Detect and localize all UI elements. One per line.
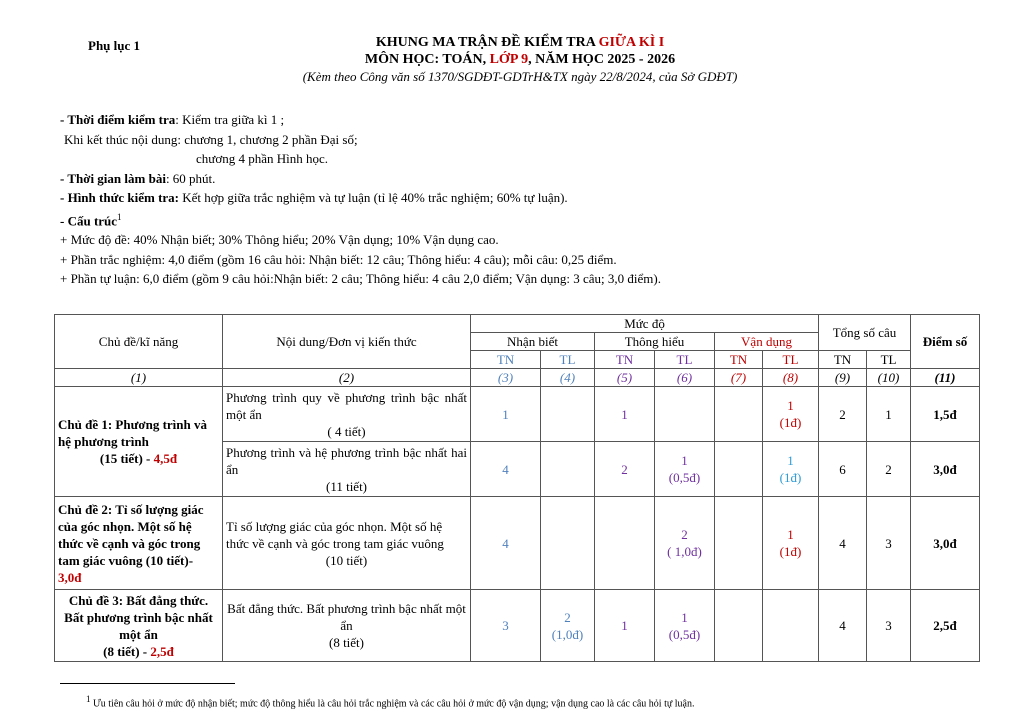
header-tn-apply: TN bbox=[715, 351, 763, 369]
index-3: (3) bbox=[471, 369, 541, 387]
header-tn-total: TN bbox=[819, 351, 867, 369]
index-10: (10) bbox=[867, 369, 911, 387]
cell-r3-c4 bbox=[541, 497, 595, 590]
index-9: (9) bbox=[819, 369, 867, 387]
cell-r2-c4 bbox=[541, 442, 595, 497]
header-tl-total: TL bbox=[867, 351, 911, 369]
cell-r1-c4 bbox=[541, 387, 595, 442]
info-time: - Thời điểm kiểm tra: Kiểm tra giữa kì 1 ; bbox=[60, 112, 285, 127]
cell-r2-c3: 4 bbox=[471, 442, 541, 497]
footnote: $^1$ Ưu tiên câu hỏi ở mức độ nhận biết; mức độ thông hiểu là câu hỏi trắc nghiệm và các câu hỏi ở mức độ vận dụng; vận dụng cao là các câu hỏi tự luận. bbox=[86, 694, 695, 710]
cell-r4-c6: 1 (0,5đ) bbox=[655, 590, 715, 662]
cell-r1-c6 bbox=[655, 387, 715, 442]
header-understanding: Thông hiểu bbox=[595, 333, 715, 351]
index-6: (6) bbox=[655, 369, 715, 387]
cell-r3-c7 bbox=[715, 497, 763, 590]
cell-r3-c11: 3,0đ bbox=[911, 497, 980, 590]
cell-r3-c8: 1 (1đ) bbox=[763, 497, 819, 590]
cell-r3-c5 bbox=[595, 497, 655, 590]
cell-r1-c7 bbox=[715, 387, 763, 442]
header-content: Nội dung/Đơn vị kiến thức bbox=[223, 315, 471, 369]
header-topic: Chủ đề/kĩ năng bbox=[55, 315, 223, 369]
index-1: (1) bbox=[55, 369, 223, 387]
content-row-1: Phương trình quy về phương trình bậc nhất một ẩn ( 4 tiết) bbox=[223, 387, 471, 442]
cell-r4-c11: 2,5đ bbox=[911, 590, 980, 662]
header-tl-apply: TL bbox=[763, 351, 819, 369]
content-row-3: Tỉ số lượng giác của góc nhọn. Một số hệ thức về cạnh và góc trong tam giác vuông (10 tiết) bbox=[223, 497, 471, 590]
cell-r2-c8: 1 (1đ) bbox=[763, 442, 819, 497]
info-mc: + Phần trắc nghiệm: 4,0 điểm (gồm 16 câu hỏi: Nhận biết: 12 câu; Thông hiểu: 4 câu); mỗi câu: 0,25 điểm. bbox=[60, 251, 617, 267]
header-tn-under: TN bbox=[595, 351, 655, 369]
header-level: Mức độ bbox=[471, 315, 819, 333]
cell-r2-c5: 2 bbox=[595, 442, 655, 497]
title-block bbox=[0, 34, 1024, 85]
cell-r3-c9: 4 bbox=[819, 497, 867, 590]
info-essay: + Phần tự luận: 6,0 điểm (gồm 9 câu hỏi:Nhận biết: 2 câu; Thông hiểu: 4 câu 2,0 điểm; Vận dụng: 3 câu; 3,0 điểm). bbox=[60, 271, 661, 287]
header-tl-recog: TL bbox=[541, 351, 595, 369]
topic-2: Chủ đề 2: Tỉ số lượng giác của góc nhọn. Một số hệ thức về cạnh và góc trong tam giác vuông (10 tiết)- 3,0đ bbox=[55, 497, 223, 590]
info-form: - Hình thức kiểm tra: Kết hợp giữa trắc nghiệm và tự luận (tỉ lệ 40% trắc nghiệm; 60% tự luận). bbox=[60, 190, 568, 205]
cell-r1-c9: 2 bbox=[819, 387, 867, 442]
reference-line: (Kèm theo Công văn số 1370/SGDĐT-GDTrH&TX ngày 22/8/2024, của Sở GDĐT) bbox=[302, 69, 738, 84]
exam-info bbox=[60, 110, 661, 289]
index-8: (8) bbox=[763, 369, 819, 387]
index-11: (11) bbox=[911, 369, 980, 387]
cell-r3-c10: 3 bbox=[867, 497, 911, 590]
cell-r2-c7 bbox=[715, 442, 763, 497]
cell-r2-c6: 1 (0,5đ) bbox=[655, 442, 715, 497]
cell-r1-c3: 1 bbox=[471, 387, 541, 442]
index-4: (4) bbox=[541, 369, 595, 387]
cell-r1-c10: 1 bbox=[867, 387, 911, 442]
cell-r1-c11: 1,5đ bbox=[911, 387, 980, 442]
header-application: Vận dụng bbox=[715, 333, 819, 351]
topic-3: Chủ đề 3: Bất đẳng thức. Bất phương trình bậc nhất một ẩn (8 tiết) - 2,5đ bbox=[55, 590, 223, 662]
cell-r3-c3: 4 bbox=[471, 497, 541, 590]
matrix-table bbox=[54, 314, 980, 662]
index-2: (2) bbox=[223, 369, 471, 387]
header-score: Điểm số bbox=[911, 315, 980, 369]
cell-r2-c10: 2 bbox=[867, 442, 911, 497]
content-row-2: Phương trình và hệ phương trình bậc nhất hai ẩn (11 tiết) bbox=[223, 442, 471, 497]
cell-r4-c7 bbox=[715, 590, 763, 662]
index-7: (7) bbox=[715, 369, 763, 387]
content-row-4: Bất đẳng thức. Bất phương trình bậc nhất một ẩn (8 tiết) bbox=[223, 590, 471, 662]
header-recognition: Nhận biết bbox=[471, 333, 595, 351]
header-tl-under: TL bbox=[655, 351, 715, 369]
document-title: KHUNG MA TRẬN ĐỀ KIỂM TRA GIỮA KÌ I bbox=[375, 35, 665, 50]
header-tn-recog: TN bbox=[471, 351, 541, 369]
info-end-2: chương 4 phần Hình học. bbox=[196, 151, 328, 166]
info-duration: - Thời gian làm bài: 60 phút. bbox=[60, 170, 216, 186]
info-level: + Mức độ đề: 40% Nhận biết; 30% Thông hiểu; 20% Vận dụng; 10% Vận dụng cao. bbox=[60, 232, 499, 248]
info-structure: - Cấu trúc$^1$ bbox=[60, 211, 122, 228]
cell-r3-c6: 2 ( 1,0đ) bbox=[655, 497, 715, 590]
topic-1: Chủ đề 1: Phương trình và hệ phương trình (15 tiết) - 4,5đ bbox=[55, 387, 223, 497]
cell-r1-c8: 1 (1đ) bbox=[763, 387, 819, 442]
info-end-1: Khi kết thúc nội dung: chương 1, chương 2 phần Đại số; bbox=[64, 131, 358, 147]
subject-line: MÔN HỌC: TOÁN, LỚP 9, NĂM HỌC 2025 - 2026 bbox=[364, 52, 676, 67]
cell-r4-c8 bbox=[763, 590, 819, 662]
index-5: (5) bbox=[595, 369, 655, 387]
appendix-label: Phụ lục 1 bbox=[88, 38, 141, 53]
cell-r2-c11: 3,0đ bbox=[911, 442, 980, 497]
cell-r4-c5: 1 bbox=[595, 590, 655, 662]
footnote-divider bbox=[60, 683, 235, 684]
cell-r4-c4: 2 (1,0đ) bbox=[541, 590, 595, 662]
header-total: Tổng số câu bbox=[819, 315, 911, 351]
cell-r1-c5: 1 bbox=[595, 387, 655, 442]
cell-r4-c10: 3 bbox=[867, 590, 911, 662]
cell-r4-c3: 3 bbox=[471, 590, 541, 662]
cell-r2-c9: 6 bbox=[819, 442, 867, 497]
cell-r4-c9: 4 bbox=[819, 590, 867, 662]
